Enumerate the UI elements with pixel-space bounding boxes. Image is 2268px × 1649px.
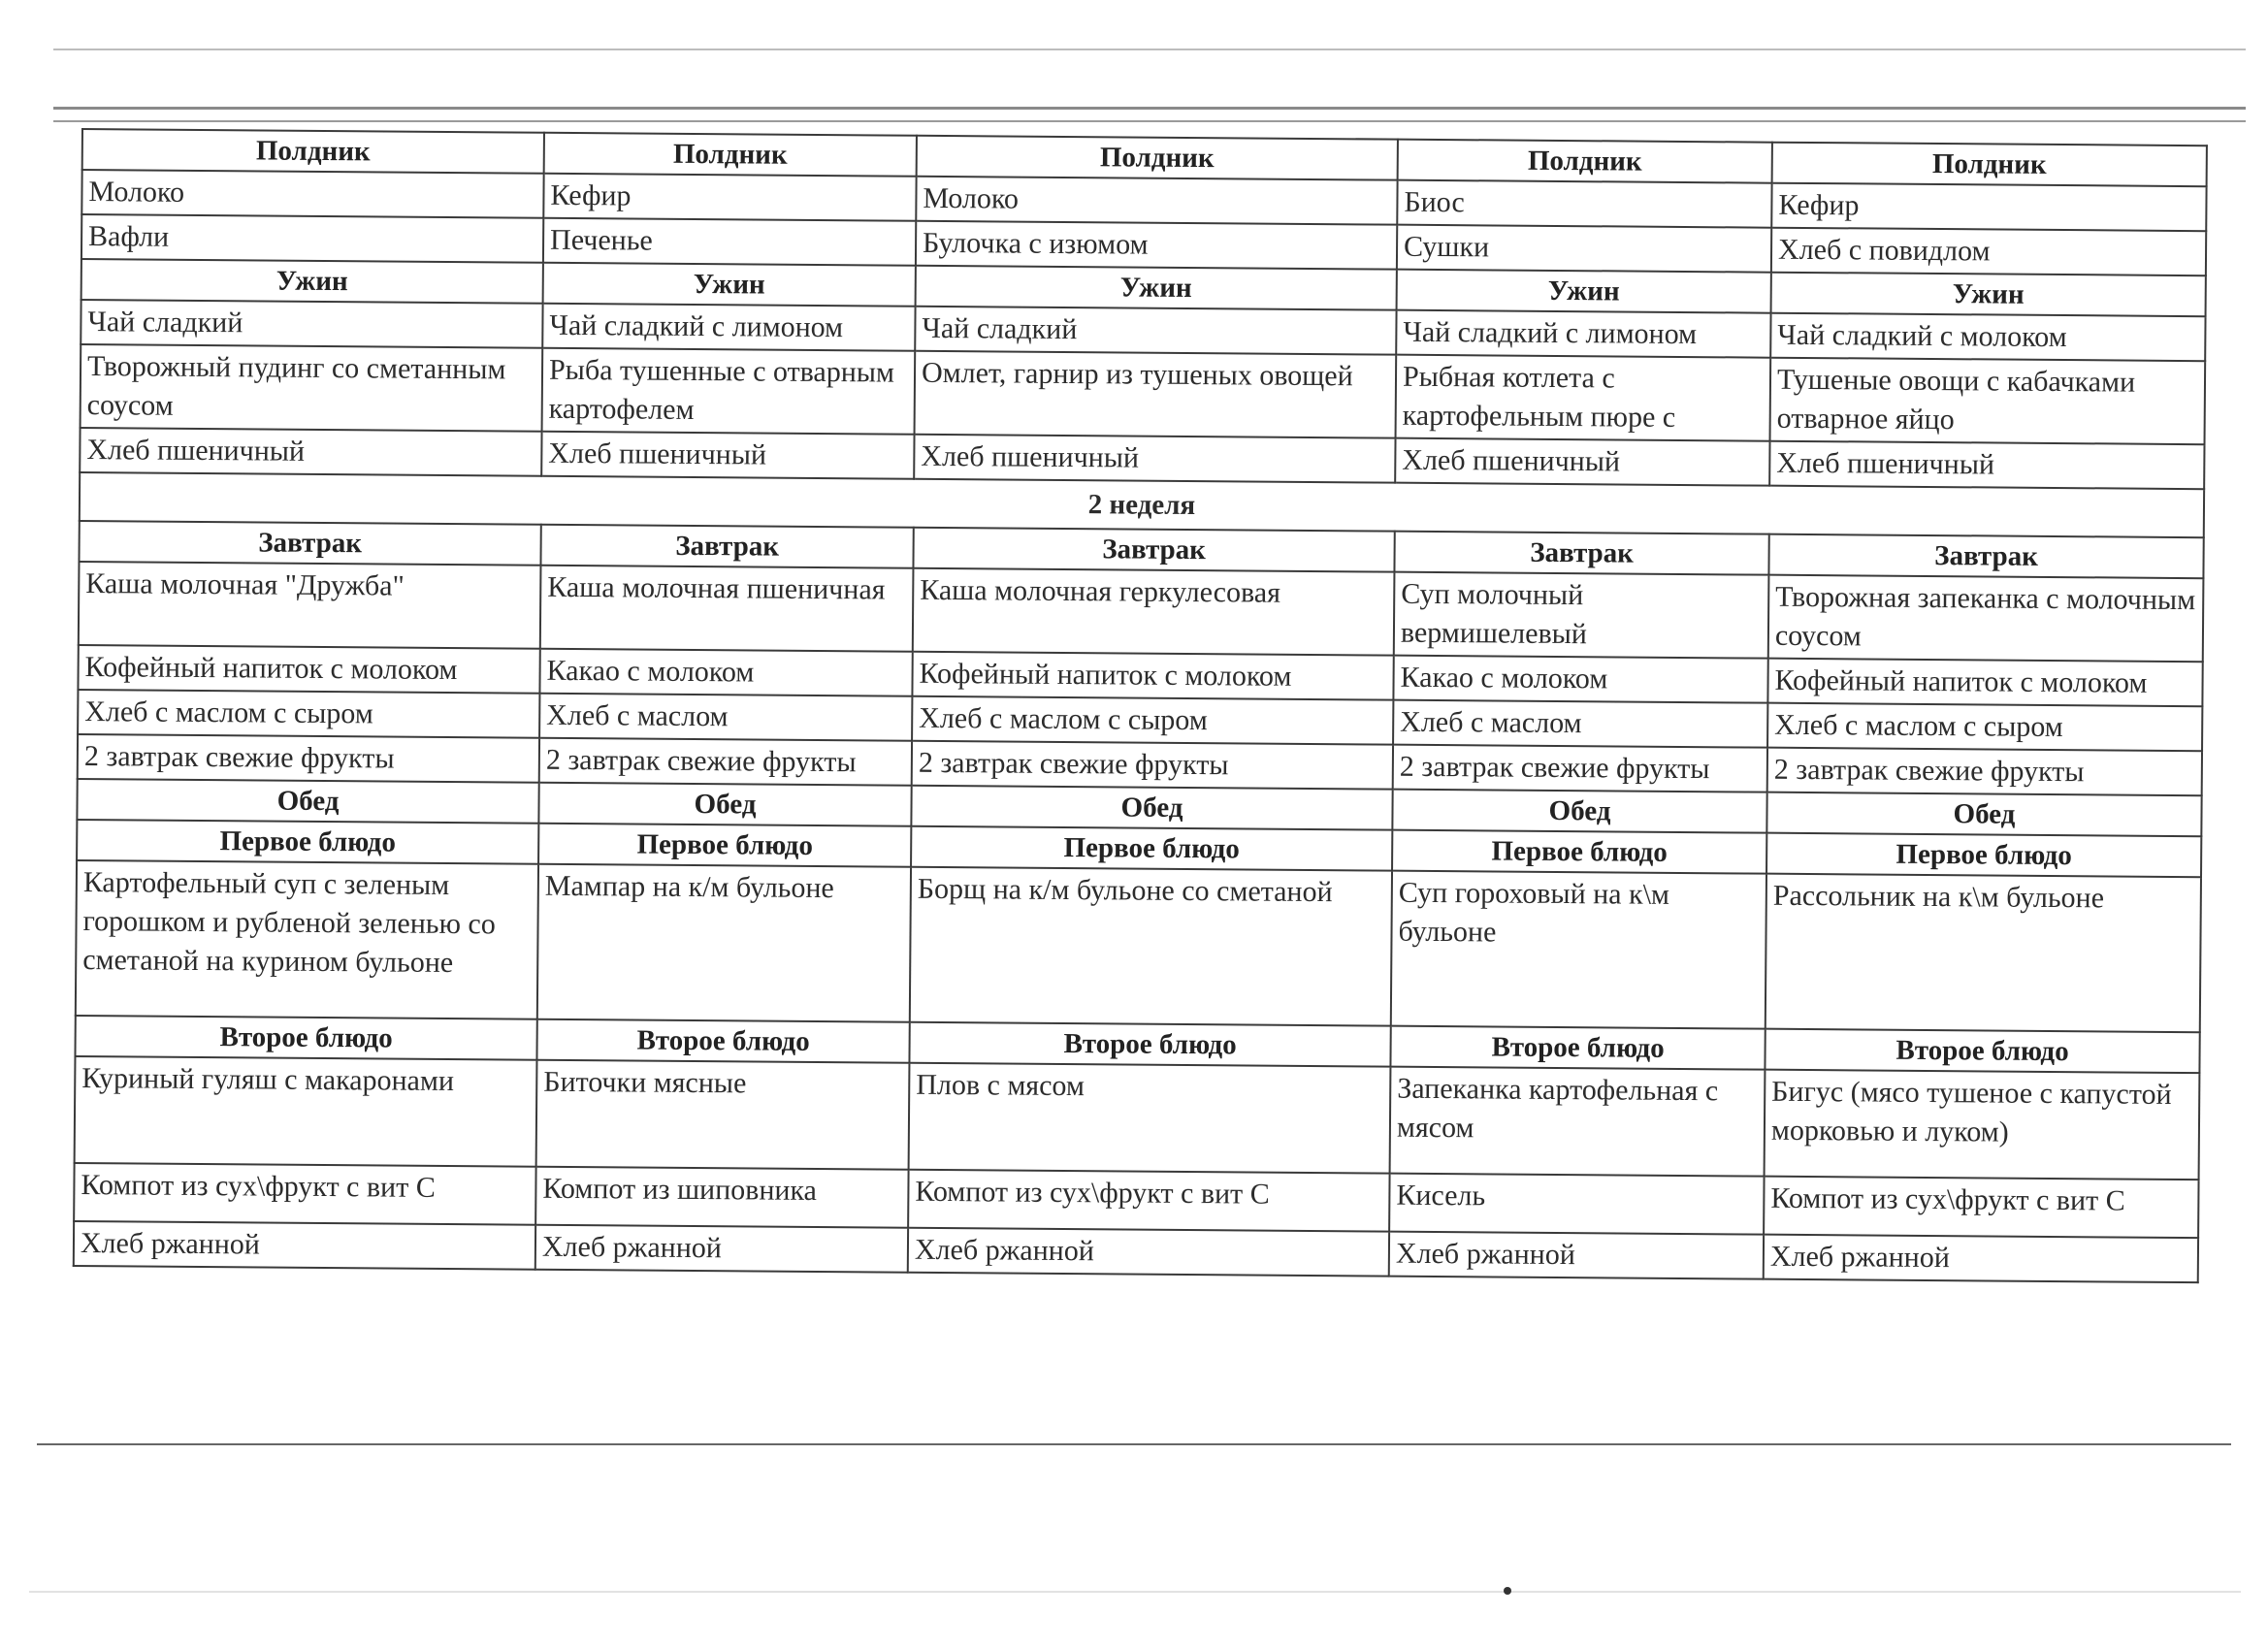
snack-item: Молоко	[81, 170, 543, 218]
dinner-item: Чай сладкий с лимоном	[1396, 310, 1770, 358]
breakfast-item: Кофейный напиток с молоком	[1767, 659, 2202, 707]
dinner-item: Чай сладкий с лимоном	[542, 304, 915, 351]
first-course: Рассольник на к\м бульоне	[1766, 874, 2201, 1033]
lunch-header: Обед	[77, 779, 538, 824]
dinner-item: Чай сладкий	[915, 307, 1396, 355]
dinner-header: Ужин	[81, 259, 543, 304]
first-course: Картофельный суп с зеленым горошком и рубленой зеленью со сметаной на курином бульоне	[76, 860, 538, 1019]
dinner-item: Хлеб пшеничный	[1769, 441, 2204, 490]
scan-line-bottom	[37, 1443, 2231, 1445]
second-course-header: Второе блюдо	[1765, 1029, 2199, 1074]
snack-item: Молоко	[916, 177, 1397, 225]
breakfast-item: Какао с молоком	[1393, 656, 1767, 703]
drink: Компот из сух\фрукт с вит С	[74, 1163, 535, 1225]
breakfast-item: Кофейный напиток с молоком	[78, 645, 539, 694]
snack-header: Полдник	[544, 133, 917, 177]
breakfast-item: 2 завтрак свежие фрукты	[539, 738, 912, 786]
menu-table	[73, 128, 2208, 1283]
dinner-header: Ужин	[1397, 270, 1771, 313]
first-course-header: Первое блюдо	[538, 824, 911, 867]
snack-header: Полдник	[1398, 140, 1772, 183]
second-course-header: Второе блюдо	[1390, 1026, 1765, 1070]
dinner-item: Чай сладкий	[81, 300, 542, 348]
bread: Хлеб ржанной	[1764, 1235, 2198, 1283]
second-course-header: Второе блюдо	[75, 1016, 536, 1060]
snack-item: Кефир	[1771, 183, 2206, 232]
bread: Хлеб ржанной	[1389, 1232, 1764, 1279]
scan-line-top-3	[53, 120, 2246, 122]
second-course: Бигус (мясо тушеное с капустой морковью и луком)	[1765, 1070, 2200, 1180]
breakfast-item: Суп молочный вермишелевый	[1394, 572, 1769, 659]
second-course-header: Второе блюдо	[909, 1022, 1390, 1067]
drink: Компот из шиповника	[535, 1167, 908, 1228]
breakfast-item: Хлеб с маслом с сыром	[912, 696, 1393, 745]
breakfast-item: Какао с молоком	[539, 649, 912, 696]
snack-item: Вафли	[81, 214, 543, 263]
scan-dot	[1504, 1587, 1511, 1595]
breakfast-item: Хлеб с маслом с сыром	[1767, 703, 2202, 752]
scan-line-top-2	[53, 107, 2246, 110]
second-course: Плов с мясом	[909, 1063, 1391, 1174]
dinner-item: Омлет, гарнир из тушеных овощей	[915, 351, 1397, 438]
dinner-item: Хлеб пшеничный	[914, 435, 1395, 483]
scan-line-footer	[29, 1591, 2241, 1593]
breakfast-item: Каша молочная пшеничная	[540, 566, 914, 652]
snack-item: Сушки	[1397, 225, 1771, 273]
first-course: Суп гороховый на к\м бульоне	[1391, 871, 1766, 1029]
second-course-header: Второе блюдо	[536, 1019, 909, 1063]
first-course-header: Первое блюдо	[77, 820, 538, 864]
breakfast-header: Завтрак	[79, 521, 540, 566]
breakfast-item: 2 завтрак свежие фрукты	[1393, 745, 1767, 792]
breakfast-item: Каша молочная геркулесовая	[913, 568, 1395, 656]
lunch-header: Обед	[1392, 790, 1766, 833]
second-course: Биточки мясные	[536, 1060, 910, 1170]
second-course-row	[75, 1056, 2200, 1180]
snack-header: Полдник	[82, 129, 544, 174]
week-title: 2 неделя	[80, 472, 2204, 537]
dinner-header: Ужин	[543, 263, 916, 307]
lunch-header: Обед	[538, 783, 911, 826]
bread: Хлеб ржанной	[74, 1221, 535, 1270]
breakfast-header: Завтрак	[1394, 532, 1768, 575]
second-course: Запеканка картофельная с мясом	[1390, 1067, 1766, 1177]
dinner-item: Рыба тушенные с отварным картофелем	[542, 348, 916, 435]
dinner-item: Чай сладкий с молоком	[1770, 313, 2205, 362]
dinner-header: Ужин	[1771, 273, 2206, 317]
drink: Кисель	[1389, 1174, 1764, 1235]
breakfast-item: Творожная запеканка с молочным соусом	[1768, 575, 2204, 663]
dinner-item: Тушеные овощи с кабачками отварное яйцо	[1770, 358, 2206, 445]
dinner-header: Ужин	[916, 266, 1397, 310]
bread: Хлеб ржанной	[535, 1225, 908, 1273]
drink: Компот из сух\фрукт с вит С	[908, 1170, 1389, 1232]
lunch-header: Обед	[1766, 792, 2201, 837]
breakfast-item: Хлеб с маслом	[1393, 700, 1767, 748]
breakfast-item: Хлеб с маслом	[539, 694, 912, 741]
snack-item: Булочка с изюмом	[916, 221, 1397, 270]
snack-item: Кефир	[543, 174, 916, 221]
breakfast-item: 2 завтрак свежие фрукты	[912, 741, 1393, 790]
breakfast-item: 2 завтрак свежие фрукты	[1767, 748, 2202, 796]
first-course: Борщ на к/м бульоне со сметаной	[910, 867, 1392, 1026]
lunch-header: Обед	[911, 786, 1392, 830]
dinner-item: Хлеб пшеничный	[1395, 438, 1769, 486]
first-course-header: Первое блюдо	[911, 826, 1392, 871]
snack-header: Полдник	[917, 136, 1398, 180]
breakfast-header: Завтрак	[1768, 534, 2203, 579]
first-course-header: Первое блюдо	[1392, 830, 1766, 874]
breakfast-header: Завтрак	[540, 525, 913, 568]
snack-header: Полдник	[1772, 143, 2207, 187]
first-course-header: Первое блюдо	[1766, 833, 2201, 878]
dinner-item: Хлеб пшеничный	[80, 428, 541, 476]
first-course-row	[76, 860, 2201, 1032]
first-course: Мампар на к/м бульоне	[537, 864, 911, 1022]
breakfast-item: Хлеб с маслом с сыром	[78, 690, 539, 738]
drink: Компот из сух\фрукт с вит С	[1764, 1177, 2198, 1239]
second-course: Куриный гуляш с макаронами	[75, 1056, 537, 1167]
breakfast-item: 2 завтрак свежие фрукты	[78, 734, 539, 783]
snack-item: Биос	[1397, 180, 1771, 228]
snack-item: Печенье	[543, 218, 916, 266]
breakfast-item: Каша молочная "Дружба"	[79, 562, 541, 649]
breakfast-item: Кофейный напиток с молоком	[912, 652, 1393, 700]
dinner-item: Рыбная котлета с картофельным пюре с	[1396, 355, 1771, 441]
breakfast-header: Завтрак	[913, 528, 1394, 572]
bread: Хлеб ржанной	[908, 1228, 1389, 1277]
snack-item: Хлеб с повидлом	[1771, 228, 2206, 276]
scan-line-top-1	[53, 48, 2246, 50]
dinner-item: Хлеб пшеничный	[541, 432, 914, 479]
dinner-item: Творожный пудинг со сметанным соусом	[81, 344, 543, 432]
